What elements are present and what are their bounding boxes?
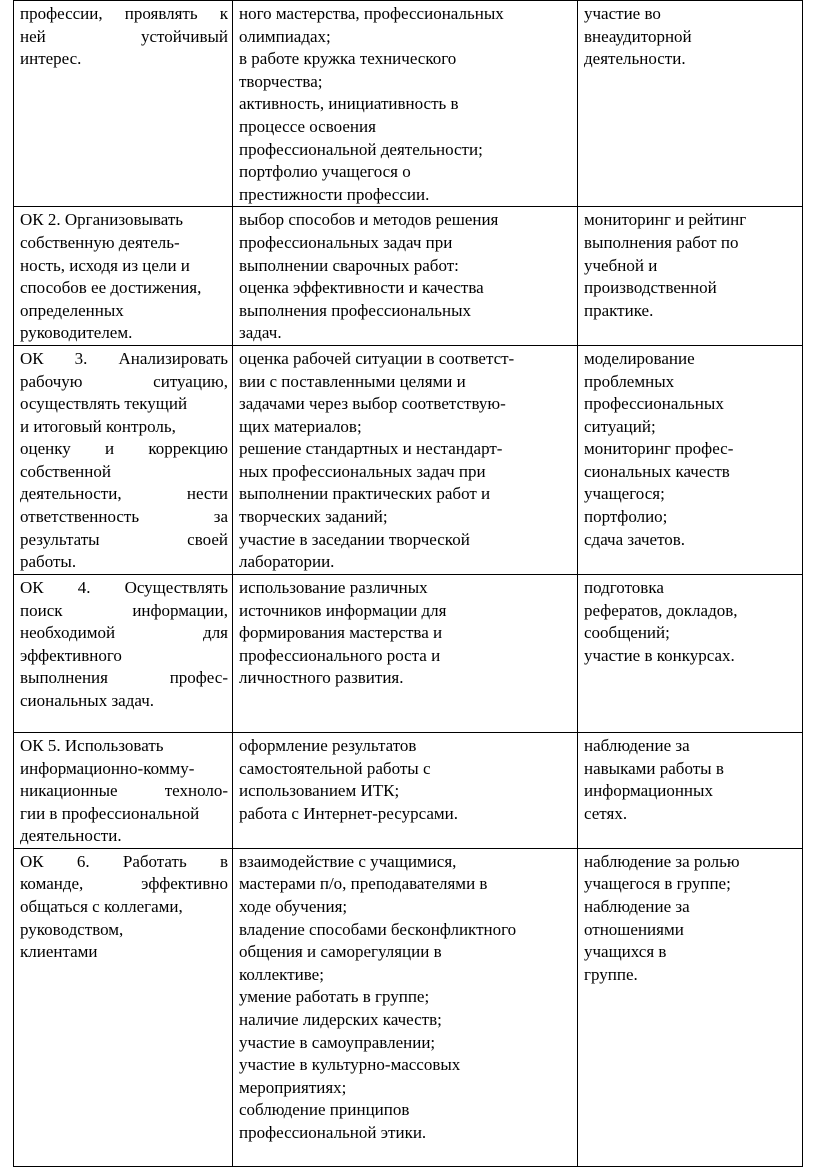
table-cell-c3 [578,848,803,1166]
cell-text-line: поиск информации, [20,600,228,620]
table-row [14,345,803,574]
cell-text-line: интерес. [20,49,82,69]
cell-text-line: работа с Интернет-ресурсами. [239,803,458,823]
cell-text-line: рефератов, докладов, [584,600,738,620]
cell-text-line: мастерами п/о, преподавателями в [239,874,488,894]
cell-text-line: творчества; [239,71,323,91]
cell-text-line: собственной [20,461,111,481]
table-row [14,207,803,346]
table-cell-c1 [14,1,233,207]
cell-text-line: деятельности. [20,826,122,846]
cell-text-line: профессиональных [584,394,724,414]
cell-text-line: работы. [20,552,77,572]
cell-text-line: оценка рабочей ситуации в соответст- [239,348,515,368]
cell-text-line: группе. [584,964,638,984]
cell-text-line: мероприятиях; [239,1077,347,1097]
cell-text-line: профессионального роста и [239,645,441,665]
cell-text-line: профессии, проявлять к [20,4,228,23]
cell-text-line: общения и саморегуляции в [239,942,442,962]
cell-text-line: ного мастерства, профессиональных [239,4,504,23]
table-cell-c3 [578,207,803,346]
table-cell-c3 [578,345,803,574]
table-row [14,732,803,848]
table-cell-c2 [233,345,578,574]
cell-text-line: информационных [584,781,713,801]
cell-text-line: команде, эффективно [20,874,228,894]
cell-text-line: выполнении практических работ и [239,484,491,504]
table-cell-c2 [233,574,578,732]
cell-text-line: наблюдение за [584,897,690,917]
cell-text-line: практике. [584,300,654,320]
cell-text-line: выполнения работ по [584,232,739,252]
cell-text-line: портфолио; [584,507,668,527]
cell-text-line: рабочую ситуацию, [20,371,228,391]
cell-text-line: руководителем. [20,323,133,343]
cell-text-line: внеаудиторной [584,26,692,46]
cell-text-line: ОК 6. Работать в [20,851,228,871]
cell-text-line: олимпиадах; [239,26,331,46]
cell-text-line: участие во [584,4,661,23]
cell-text-line: личностного развития. [239,668,404,688]
cell-text-line: владение способами бесконфликтного [239,919,517,939]
cell-text-line: ней устойчивый [20,26,228,46]
competency-table [13,0,803,1167]
cell-text-line: использованием ИТК; [239,781,400,801]
cell-text-line: выполнении сварочных работ: [239,255,459,275]
cell-text-line: деятельности. [584,49,686,69]
cell-text-line: ОК 2. Организовывать [20,210,184,230]
cell-text-line: процессе освоения [239,116,376,136]
cell-text-line: определенных [20,300,124,320]
cell-text-line: умение работать в группе; [239,987,430,1007]
cell-text-line: профессиональных задач при [239,232,453,252]
cell-text-line: учащегося; [584,484,665,504]
table-cell-c2 [233,207,578,346]
table-cell-c3 [578,1,803,207]
cell-text-line: осуществлять текущий [20,394,188,414]
cell-text-line: задачами через выбор соответствую- [239,394,506,414]
cell-text-line: профессиональной деятельности; [239,139,483,159]
cell-text-line: подготовка [584,577,664,597]
table-row [14,1,803,207]
cell-text-line: выполнения профес- [20,668,228,688]
cell-text-line: необходимой для [20,623,228,643]
cell-text-line: участие в культурно-массовых [239,1055,461,1075]
cell-text-line: ных профессиональных задач при [239,461,486,481]
cell-text-line: деятельности, нести [20,484,228,504]
cell-text-line: сдача зачетов. [584,529,686,549]
cell-text-line: учащихся в [584,942,667,962]
cell-text-line: использование различных [239,577,428,597]
cell-text-line: наличие лидерских качеств; [239,1010,442,1030]
cell-text-line: мониторинг и рейтинг [584,210,747,230]
cell-text-line: в работе кружка технического [239,49,457,69]
cell-text-line: соблюдение принципов [239,1100,410,1120]
cell-text-line: собственную деятель- [20,232,180,252]
table-cell-c1 [14,574,233,732]
cell-text-line: сиональных задач. [20,690,155,710]
table-row [14,574,803,732]
cell-text-line: наблюдение за [584,735,690,755]
cell-text-line: творческих заданий; [239,507,388,527]
cell-text-line: общаться с коллегами, [20,897,183,917]
cell-text-line: наблюдение за ролью [584,851,740,871]
cell-text-line: участие в самоуправлении; [239,1032,436,1052]
cell-text-line: навыками работы в [584,758,724,778]
cell-text-line: и итоговый контроль, [20,416,176,436]
cell-text-line: ходе обучения; [239,897,348,917]
cell-text-line: руководством, [20,919,124,939]
cell-text-line: проблемных [584,371,675,391]
cell-text-line: участие в конкурсах. [584,645,735,665]
cell-text-line: мониторинг профес- [584,439,734,459]
table-cell-c1 [14,345,233,574]
cell-text-line: сиональных качеств [584,461,730,481]
cell-text-line: выполнения профессиональных [239,300,472,320]
cell-text-line: коллективе; [239,964,324,984]
cell-text-line: гии в профессиональной [20,803,200,823]
cell-text-line: сообщений; [584,623,670,643]
table-cell-c3 [578,574,803,732]
cell-text-line: информационно-комму- [20,758,195,778]
cell-text-line: моделирование [584,348,695,368]
cell-text-line: оценку и коррекцию [20,439,228,459]
table-row [14,848,803,1166]
table-cell-c1 [14,732,233,848]
cell-text-line: оценка эффективности и качества [239,278,484,298]
cell-text-line: задач. [239,323,282,343]
cell-text-line: формирования мастерства и [239,623,443,643]
cell-text-line: клиентами [20,942,98,962]
cell-text-line: активность, инициативность в [239,94,459,114]
cell-text-line: ОК 4. Осуществлять [20,577,228,597]
cell-text-line: решение стандартных и нестандарт- [239,439,503,459]
cell-text-line: эффективного [20,645,122,665]
table-cell-c2 [233,1,578,207]
cell-text-line: ность, исходя из цели и [20,255,190,275]
cell-text-line: производственной [584,278,717,298]
table-cell-c2 [233,732,578,848]
cell-text-line: профессиональной этики. [239,1123,427,1142]
cell-text-line: сетях. [584,803,628,823]
table-cell-c2 [233,848,578,1166]
cell-text-line: ситуаций; [584,416,656,436]
cell-text-line: результаты своей [20,529,228,549]
cell-text-line: взаимодействие с учащимися, [239,851,457,871]
cell-text-line: учащегося в группе; [584,874,731,894]
cell-text-line: престижности профессии. [239,184,430,204]
cell-text-line: источников информации для [239,600,447,620]
cell-text-line: портфолио учащегося о [239,162,411,182]
table-cell-c1 [14,848,233,1166]
cell-text-line: учебной и [584,255,658,275]
cell-text-line: никационные техноло- [20,781,228,801]
cell-text-line: участие в заседании творческой [239,529,470,549]
table-cell-c3 [578,732,803,848]
table-cell-c1 [14,207,233,346]
cell-text-line: вии с поставленными целями и [239,371,466,391]
cell-text-line: оформление результатов [239,735,417,755]
cell-text-line: ответственность за [20,507,228,527]
cell-text-line: ОК 3. Анализировать [20,348,228,368]
cell-text-line: ОК 5. Использовать [20,735,164,755]
cell-text-line: отношениями [584,919,684,939]
cell-text-line: способов ее достижения, [20,278,202,298]
cell-text-line: выбор способов и методов решения [239,210,499,230]
cell-text-line: самостоятельной работы с [239,758,431,778]
cell-text-line: щих материалов; [239,416,362,436]
cell-text-line: лаборатории. [239,552,335,572]
